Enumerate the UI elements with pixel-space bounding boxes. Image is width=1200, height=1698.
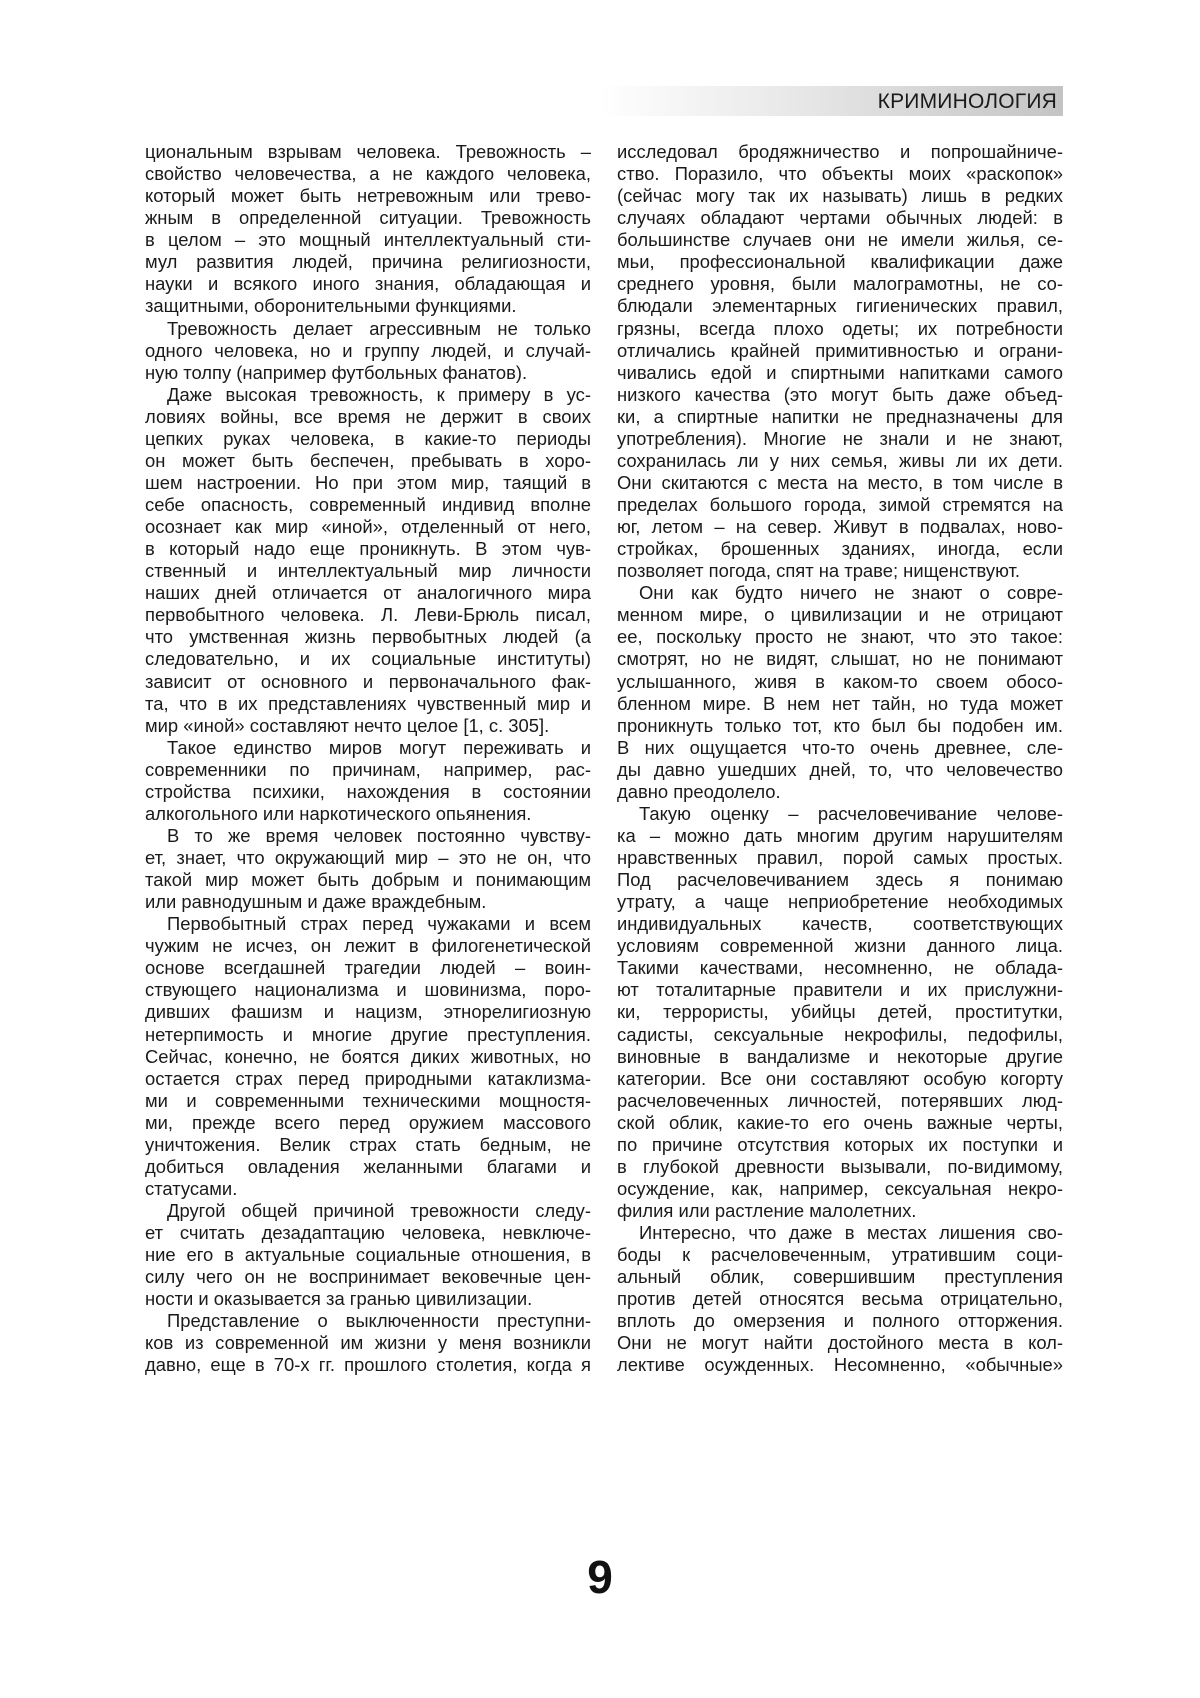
text-line: ми и современными техническими мощностя- bbox=[145, 1090, 591, 1112]
text-line: сохранилась ли у них семья, живы ли их дети. bbox=[617, 450, 1063, 472]
text-line: позволяет погода, спят на траве; нищенствуют. bbox=[617, 560, 1063, 582]
text-line: первобытного человека. Л. Леви-Брюль писал, bbox=[145, 604, 591, 626]
text-line: ности и оказывается за гранью цивилизации. bbox=[145, 1288, 591, 1310]
text-line: свойство человечества, а не каждого человека, bbox=[145, 163, 591, 185]
text-line: ную толпу (например футбольных фанатов). bbox=[145, 362, 591, 384]
text-line: В то же время человек постоянно чувству- bbox=[145, 825, 591, 847]
section-header-bar bbox=[600, 86, 1063, 116]
text-line: В них ощущается что-то очень древнее, сле- bbox=[617, 737, 1063, 759]
text-line: ние его в актуальные социальные отношения, в bbox=[145, 1244, 591, 1266]
text-line: Они скитаются с места на место, в том числе в bbox=[617, 472, 1063, 494]
text-line: исследовал бродяжничество и попрошайниче- bbox=[617, 141, 1063, 163]
text-line: низкого качества (это могут быть даже объед- bbox=[617, 384, 1063, 406]
text-line: уничтожения. Велик страх стать бедным, не bbox=[145, 1134, 591, 1156]
text-line: Такое единство миров могут переживать и bbox=[145, 737, 591, 759]
text-line: Другой общей причиной тревожности следу- bbox=[145, 1200, 591, 1222]
text-line: защитными, оборонительными функциями. bbox=[145, 295, 591, 317]
text-line: мир «иной» составляют нечто целое [1, с. 305]. bbox=[145, 715, 591, 737]
text-line: в глубокой древности вызывали, по-видимому, bbox=[617, 1156, 1063, 1178]
text-line: отличались крайней примитивностью и ограни- bbox=[617, 340, 1063, 362]
paragraph bbox=[145, 141, 591, 318]
text-line: Интересно, что даже в местах лишения сво- bbox=[617, 1222, 1063, 1244]
text-line: индивидуальных качеств, соответствующих bbox=[617, 913, 1063, 935]
text-line: жным в определенной ситуации. Тревожность bbox=[145, 207, 591, 229]
text-line: ство. Поразило, что объекты моих «раскопок» bbox=[617, 163, 1063, 185]
text-line: большинстве случаев они не имели жилья, се- bbox=[617, 229, 1063, 251]
text-line: среднего уровня, были малограмотны, не со- bbox=[617, 273, 1063, 295]
text-line: ют тоталитарные правители и их прислужни- bbox=[617, 979, 1063, 1001]
section-title: КРИМИНОЛОГИЯ bbox=[878, 90, 1057, 114]
text-line: услышанного, живя в каком-то своем обосо- bbox=[617, 671, 1063, 693]
text-line: проникнуть только тот, кто был бы подобен им. bbox=[617, 715, 1063, 737]
paragraph bbox=[145, 913, 591, 1200]
text-line: зависит от основного и первоначального фак- bbox=[145, 671, 591, 693]
paragraph bbox=[617, 1222, 1063, 1376]
text-line: науки и всякого иного знания, обладающая и bbox=[145, 273, 591, 295]
text-line: утрату, а чаще неприобретение необходимых bbox=[617, 891, 1063, 913]
text-line: шем настроении. Но при этом мир, таящий в bbox=[145, 472, 591, 494]
text-line: ков из современной им жизни у меня возникли bbox=[145, 1332, 591, 1354]
text-column-right bbox=[617, 141, 1063, 1377]
text-line: нетерпимость и многие другие преступления. bbox=[145, 1024, 591, 1046]
text-line: давно, еще в 70-х гг. прошлого столетия, когда я bbox=[145, 1354, 591, 1376]
text-line: добиться овладения желанными благами и bbox=[145, 1156, 591, 1178]
text-line: употребления). Многие не знали и не знают, bbox=[617, 428, 1063, 450]
paragraph bbox=[145, 384, 591, 737]
text-line: осознает как мир «иной», отделенный от него, bbox=[145, 516, 591, 538]
text-line: расчеловеченных личностей, потерявших люд- bbox=[617, 1090, 1063, 1112]
paragraph bbox=[617, 141, 1063, 582]
text-line: условиям современной жизни данного лица. bbox=[617, 935, 1063, 957]
text-line: ловиях войны, все время не держит в своих bbox=[145, 406, 591, 428]
text-line: мул развития людей, причина религиозности, bbox=[145, 251, 591, 273]
text-line: Они не могут найти достойного места в кол- bbox=[617, 1332, 1063, 1354]
text-line: смотрят, но не видят, слышат, но не понимают bbox=[617, 648, 1063, 670]
text-line: против детей относятся весьма отрицательно, bbox=[617, 1288, 1063, 1310]
text-line: ка – можно дать многим другим нарушителям bbox=[617, 825, 1063, 847]
text-line: он может быть беспечен, пребывать в хоро- bbox=[145, 450, 591, 472]
paragraph bbox=[145, 1200, 591, 1310]
text-line: ды давно ушедших дней, то, что человечество bbox=[617, 759, 1063, 781]
text-line: основе всегдашней трагедии людей – воин- bbox=[145, 957, 591, 979]
text-line: Представление о выключенности преступни- bbox=[145, 1310, 591, 1332]
text-line: силу чего он не воспринимает вековечные цен- bbox=[145, 1266, 591, 1288]
text-line: ет, знает, что окружающий мир – это не он, что bbox=[145, 847, 591, 869]
paragraph bbox=[617, 582, 1063, 803]
text-line: Даже высокая тревожность, к примеру в ус- bbox=[145, 384, 591, 406]
text-line: ми, прежде всего перед оружием массового bbox=[145, 1112, 591, 1134]
text-line: виновные в вандализме и некоторые другие bbox=[617, 1046, 1063, 1068]
text-line: категории. Все они составляют особую когорту bbox=[617, 1068, 1063, 1090]
text-line: одного человека, но и группу людей, и случай- bbox=[145, 340, 591, 362]
text-line: (сейчас могу так их называть) лишь в редких bbox=[617, 185, 1063, 207]
text-line: в который надо еще проникнуть. В этом чув- bbox=[145, 538, 591, 560]
text-line: статусами. bbox=[145, 1178, 591, 1200]
text-line: который может быть нетревожным или трево- bbox=[145, 185, 591, 207]
text-line: остается страх перед природными катаклизма- bbox=[145, 1068, 591, 1090]
paragraph bbox=[145, 1310, 591, 1376]
text-line: стройках, брошенных зданиях, иногда, если bbox=[617, 538, 1063, 560]
text-line: та, что в их представлениях чувственный мир и bbox=[145, 693, 591, 715]
text-line: нравственных правил, порой самых простых. bbox=[617, 847, 1063, 869]
text-line: блюдали элементарных гигиенических правил, bbox=[617, 295, 1063, 317]
paragraph bbox=[145, 737, 591, 825]
text-line: или равнодушным и даже враждебным. bbox=[145, 891, 591, 913]
text-line: в целом – это мощный интеллектуальный сти- bbox=[145, 229, 591, 251]
text-line: менном мире, о цивилизации и не отрицают bbox=[617, 604, 1063, 626]
text-line: Тревожность делает агрессивным не только bbox=[145, 318, 591, 340]
text-line: Сейчас, конечно, не боятся диких животных, но bbox=[145, 1046, 591, 1068]
text-line: ской облик, какие-то его очень важные черты, bbox=[617, 1112, 1063, 1134]
text-line: Такими качествами, несомненно, не облада- bbox=[617, 957, 1063, 979]
text-line: пределах большого города, зимой стремятся на bbox=[617, 494, 1063, 516]
text-column-left bbox=[145, 141, 591, 1377]
text-line: ки, а спиртные напитки не предназначены для bbox=[617, 406, 1063, 428]
paragraph bbox=[145, 825, 591, 913]
text-line: бленном мире. В нем нет тайн, но туда может bbox=[617, 693, 1063, 715]
text-line: стройства психики, нахождения в состоянии bbox=[145, 781, 591, 803]
text-line: следовательно, и их социальные институты) bbox=[145, 648, 591, 670]
text-line: мьи, профессиональной квалификации даже bbox=[617, 251, 1063, 273]
text-line: ее, поскольку просто не знают, что это такое: bbox=[617, 626, 1063, 648]
text-line: лективе осужденных. Несомненно, «обычные» bbox=[617, 1354, 1063, 1376]
text-line: Такую оценку – расчеловечивание челове- bbox=[617, 803, 1063, 825]
text-line: давно преодолело. bbox=[617, 781, 1063, 803]
text-line: Под расчеловечиванием здесь я понимаю bbox=[617, 869, 1063, 891]
text-line: грязны, всегда плохо одеты; их потребности bbox=[617, 318, 1063, 340]
text-line: циональным взрывам человека. Тревожность – bbox=[145, 141, 591, 163]
text-line: случаях обладают чертами обычных людей: в bbox=[617, 207, 1063, 229]
text-line: чужим не исчез, он лежит в филогенетической bbox=[145, 935, 591, 957]
text-line: альный облик, совершившим преступления bbox=[617, 1266, 1063, 1288]
text-line: юг, летом – на север. Живут в подвалах, ново- bbox=[617, 516, 1063, 538]
text-line: садисты, сексуальные некрофилы, педофилы, bbox=[617, 1024, 1063, 1046]
text-line: чивались едой и спиртными напитками самого bbox=[617, 362, 1063, 384]
text-line: цепких руках человека, в какие-то периоды bbox=[145, 428, 591, 450]
text-line: ки, террористы, убийцы детей, проститутки, bbox=[617, 1001, 1063, 1023]
text-line: дивших фашизм и нацизм, этнорелигиозную bbox=[145, 1001, 591, 1023]
text-line: что умственная жизнь первобытных людей (а bbox=[145, 626, 591, 648]
text-line: Они как будто ничего не знают о совре- bbox=[617, 582, 1063, 604]
text-line: филия или растление малолетних. bbox=[617, 1200, 1063, 1222]
text-line: по причине отсутствия которых их поступки и bbox=[617, 1134, 1063, 1156]
text-line: себе опасность, современный индивид вполне bbox=[145, 494, 591, 516]
text-line: такой мир может быть добрым и понимающим bbox=[145, 869, 591, 891]
page-number: 9 bbox=[0, 1550, 1200, 1604]
text-line: ствующего национализма и шовинизма, поро- bbox=[145, 979, 591, 1001]
text-line: наших дней отличается от аналогичного мира bbox=[145, 582, 591, 604]
text-line: алкогольного или наркотического опьянения. bbox=[145, 803, 591, 825]
text-line: ственный и интеллектуальный мир личности bbox=[145, 560, 591, 582]
text-line: Первобытный страх перед чужаками и всем bbox=[145, 913, 591, 935]
text-line: ет считать дезадаптацию человека, невключе- bbox=[145, 1222, 591, 1244]
text-line: вплоть до омерзения и полного отторжения. bbox=[617, 1310, 1063, 1332]
paragraph bbox=[617, 803, 1063, 1222]
text-line: боды к расчеловеченным, утратившим соци- bbox=[617, 1244, 1063, 1266]
text-line: осуждение, как, например, сексуальная некро- bbox=[617, 1178, 1063, 1200]
paragraph bbox=[145, 318, 591, 384]
text-line: современники по причинам, например, рас- bbox=[145, 759, 591, 781]
